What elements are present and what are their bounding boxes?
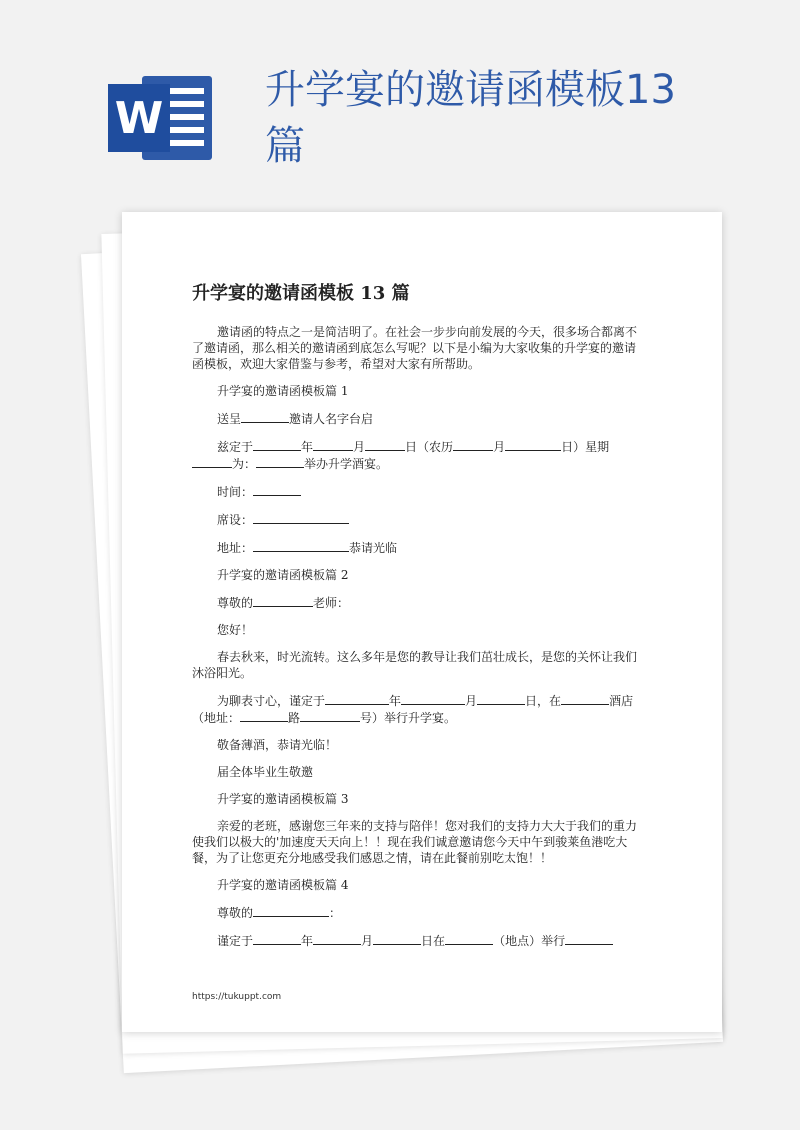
- s2-body-paragraph: 春去秋来，时光流转。这么多年是您的教导让我们茁壮成长，是您的关怀让我们沐浴阳光。: [192, 650, 638, 680]
- blank-field: [300, 709, 360, 722]
- blank-field: [373, 932, 421, 945]
- blank-field: [365, 438, 405, 451]
- blank-field: [253, 594, 313, 607]
- s4-salutation: 尊敬的 ：: [217, 906, 342, 920]
- blank-field: [565, 932, 613, 945]
- blank-field: [253, 932, 301, 945]
- s1-send-line: 送呈 邀请人名字台启: [217, 412, 374, 426]
- blank-field: [192, 455, 232, 468]
- section-3-heading: 升学宴的邀请函模板篇 3: [217, 792, 349, 806]
- blank-field: [477, 692, 525, 705]
- section-1-heading: 升学宴的邀请函模板篇 1: [217, 384, 349, 398]
- svg-text:W: W: [114, 93, 164, 144]
- blank-field: [505, 438, 561, 451]
- blank-field: [241, 410, 289, 423]
- blank-field: [313, 932, 361, 945]
- blank-field: [313, 438, 353, 451]
- section-4-heading: 升学宴的邀请函模板篇 4: [217, 878, 349, 892]
- blank-field: [256, 455, 304, 468]
- s2-date-paragraph: 为聊表寸心，谨定于 年 月 日，在 酒店（地址： 路 号）举行升学宴。: [192, 694, 634, 725]
- blank-field: [445, 932, 493, 945]
- blank-field: [401, 692, 465, 705]
- blank-field: [325, 692, 389, 705]
- footer-url: https://tukuppt.com: [192, 992, 282, 1002]
- s1-address-line: 地址： 恭请光临: [217, 541, 398, 555]
- s2-salutation: 尊敬的 老师：: [217, 596, 350, 610]
- page-title: 升学宴的邀请函模板13篇: [265, 67, 676, 169]
- document-page: [122, 212, 722, 1032]
- s1-time-line: 时间：: [192, 483, 640, 500]
- s2-signature: 届全体毕业生敬邀: [217, 765, 314, 779]
- blank-field: [453, 438, 493, 451]
- s2-hello: 您好！: [217, 623, 254, 637]
- blank-field: [253, 511, 349, 524]
- s3-body-paragraph: 亲爱的老班，感谢您三年来的支持与陪伴！您对我们的支持力大大于我们的重力使我们以极大的'加速度天天向上！！现在我们诚意邀请您今天中午到骏莱鱼港吃大餐，为了让您更充分地感受我们感恩之情，请在此餐前别吃太饱！！: [192, 819, 638, 865]
- document-body: [192, 282, 640, 960]
- s2-wine-line: 敬备薄酒，恭请光临！: [217, 738, 338, 752]
- blank-field: [240, 709, 288, 722]
- intro-paragraph: 邀请函的特点之一是简洁明了。在社会一步步向前发展的今天，很多场合都离不了邀请函，那么相关的邀请函到底怎么写呢？以下是小编为大家收集的升学宴的邀请函模板，欢迎大家借鉴与参考，希望对大家有所帮助。: [192, 325, 638, 371]
- blank-field: [561, 692, 609, 705]
- document-title: 升学宴的邀请函模板 13 篇: [192, 283, 410, 304]
- s1-seat-line: 席设：: [192, 511, 640, 528]
- s4-date-line: 谨定于 年 月 日在 （地点）举行: [192, 932, 640, 949]
- word-document-icon: [108, 76, 212, 160]
- s1-date-paragraph: 兹定于 年 月 日（农历 月 日）星期为： 举办升学酒宴。: [192, 438, 640, 472]
- blank-field: [253, 483, 301, 496]
- blank-field: [253, 904, 329, 917]
- blank-field: [253, 539, 349, 552]
- section-2-heading: 升学宴的邀请函模板篇 2: [217, 568, 349, 582]
- blank-field: [253, 438, 301, 451]
